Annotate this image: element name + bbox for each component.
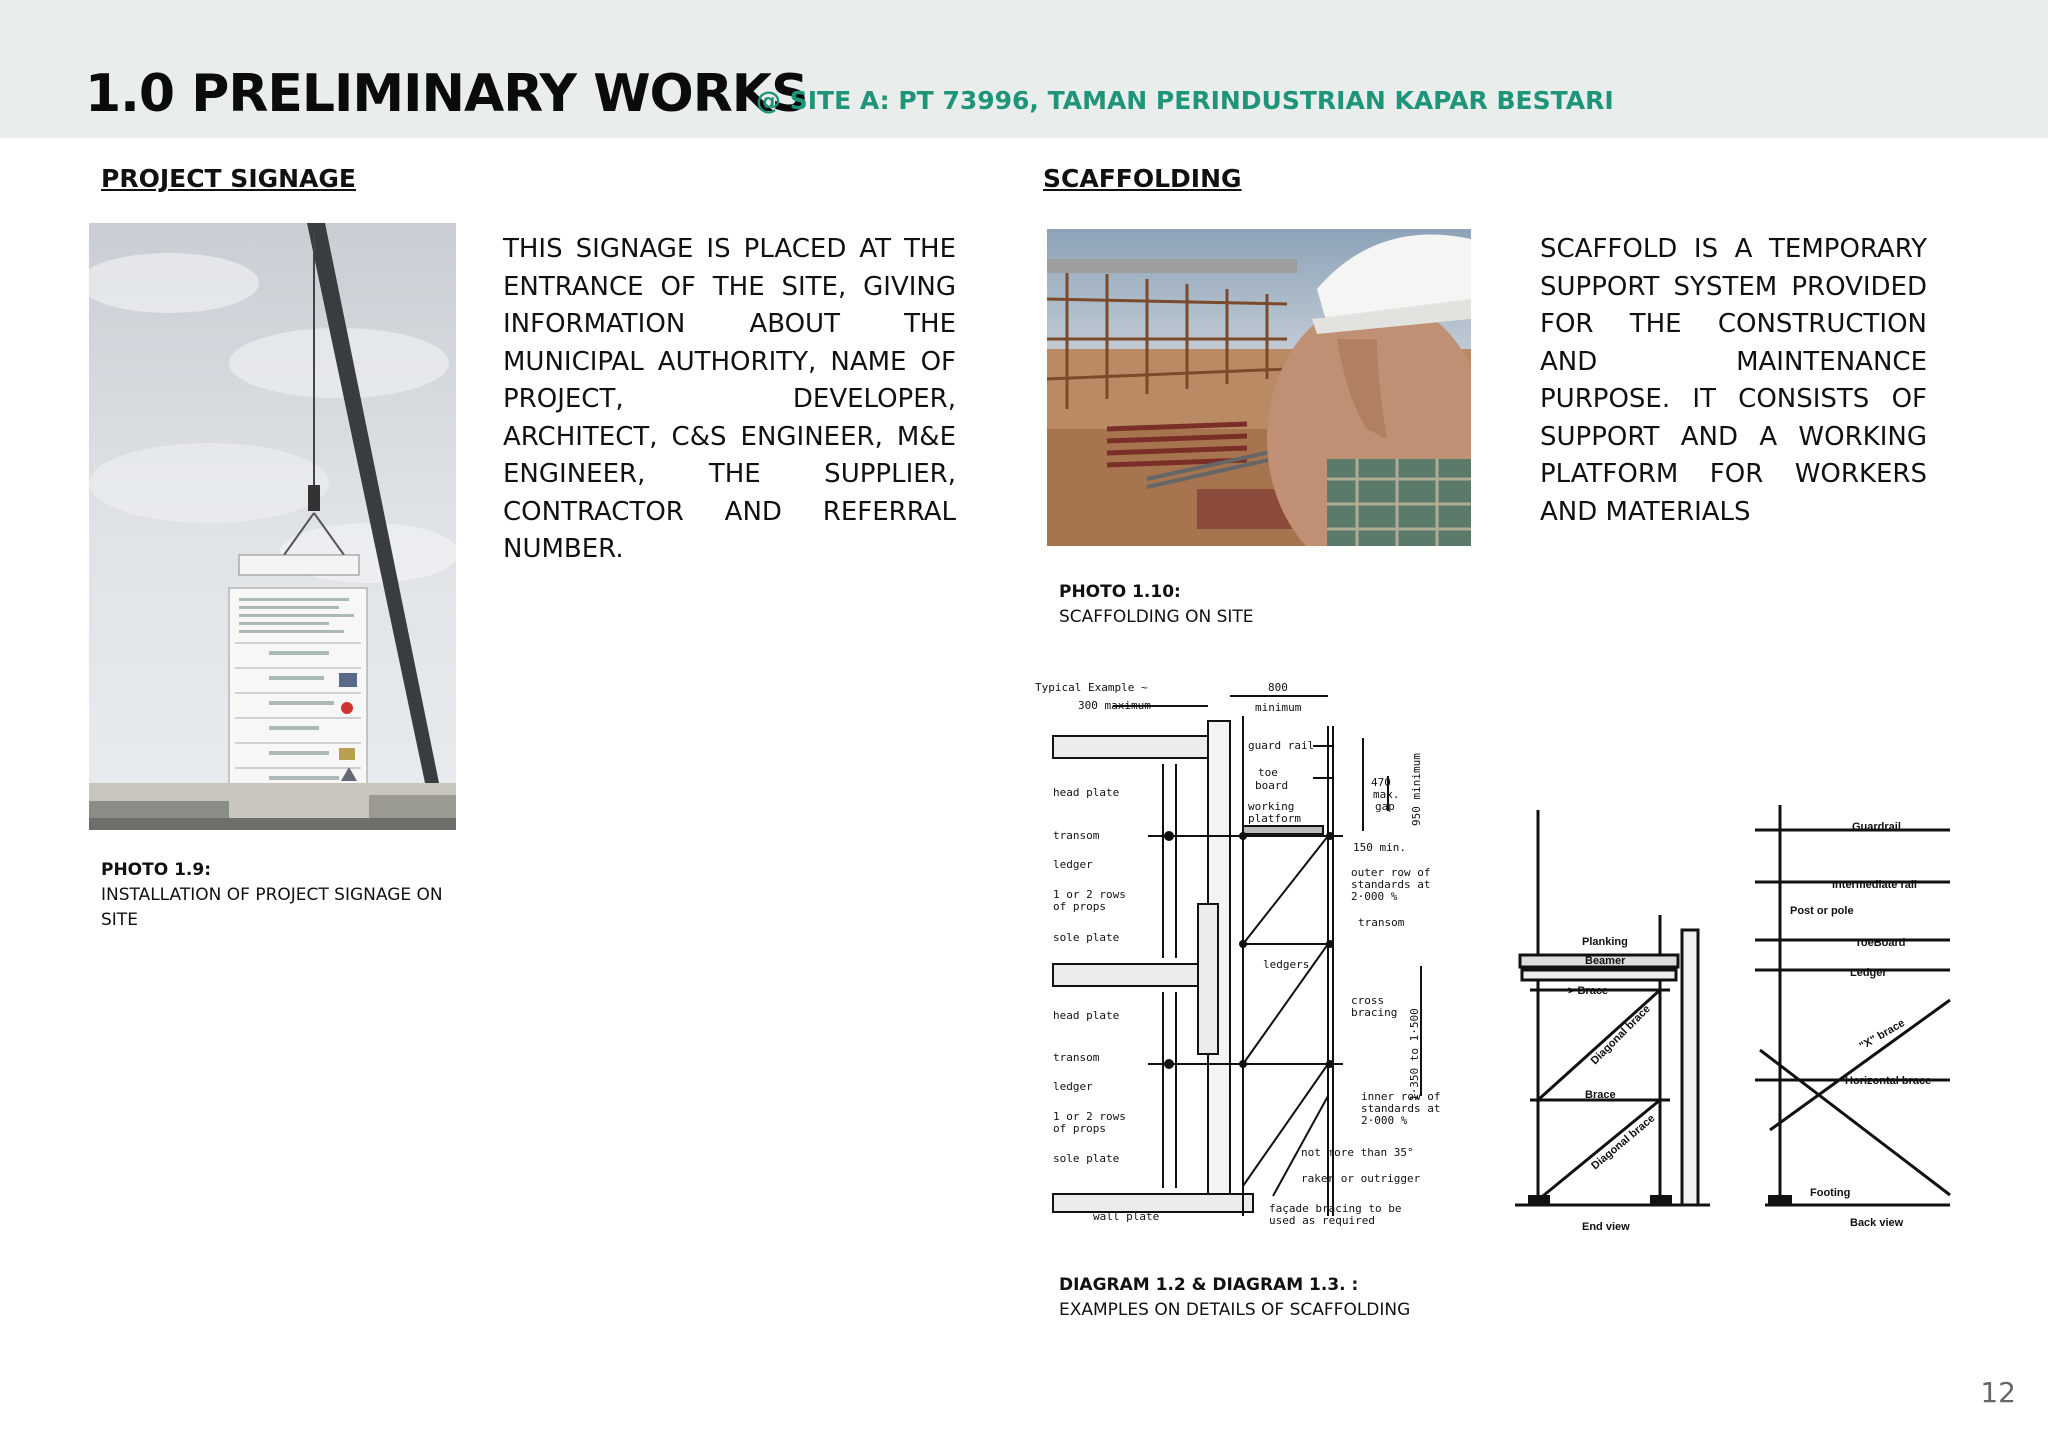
- label-brace: > Brace: [1568, 985, 1609, 997]
- label-head-plate: head plate: [1053, 786, 1120, 799]
- scaffolding-section-diagram: [1033, 676, 1453, 1236]
- signage-heading: PROJECT SIGNAGE: [101, 164, 357, 193]
- label-wall-plate: wall plate: [1093, 1210, 1160, 1223]
- scaffolding-description: SCAFFOLD IS A TEMPORARY SUPPORT SYSTEM PROVIDED FOR THE CONSTRUCTION AND MAINTENANCE PURPOSE. IT CONSISTS OF SUPPORT AND A WORKING PLATFORM FOR WORKERS AND MATERIALS: [1540, 234, 1927, 527]
- label-end-view: End view: [1582, 1221, 1630, 1233]
- label-800: 800: [1268, 681, 1288, 694]
- label-outer-spacing: 2·000 %: [1351, 890, 1398, 903]
- page-number: 12: [1980, 1376, 2016, 1409]
- label-not-more: not more than 35°: [1301, 1146, 1414, 1159]
- label-post-or-pole: Post or pole: [1790, 905, 1854, 917]
- label-range: 1·350 to 1·500: [1408, 1008, 1421, 1101]
- label-toe: toe: [1258, 766, 1278, 779]
- label-guardrail: Guardrail: [1852, 821, 1901, 833]
- label-typical-example: Typical Example ~: [1035, 681, 1148, 694]
- label-head-plate-2: head plate: [1053, 1009, 1120, 1022]
- page-title: 1.0 PRELIMINARY WORKS: [85, 64, 808, 124]
- signage-description: THIS SIGNAGE IS PLACED AT THE ENTRANCE OF THE SITE, GIVING INFORMATION ABOUT THE MUNICIPAL AUTHORITY, NAME OF PROJECT, DEVELOPER, ARCHITECT, C&S ENGINEER, M&E ENGINEER, THE SUPPLIER, CONTRACTOR AND REFERRAL NUMBER.: [503, 234, 956, 564]
- scaffolding-views-diagram: [1510, 800, 1955, 1240]
- caption-title: DIAGRAM 1.2 & DIAGRAM 1.3. :: [1059, 1275, 1359, 1295]
- label-facade-2: used as required: [1269, 1214, 1375, 1227]
- label-sole-plate-2: sole plate: [1053, 1152, 1120, 1165]
- label-props: 1 or 2 rows: [1053, 888, 1126, 901]
- label-inner-spacing: 2·000 %: [1361, 1114, 1408, 1127]
- label-bracing: bracing: [1351, 1006, 1398, 1019]
- label-ledger-2: ledger: [1053, 1080, 1093, 1093]
- caption-description: SCAFFOLDING ON SITE: [1059, 607, 1254, 627]
- label-transom: transom: [1053, 829, 1100, 842]
- page-subtitle: @ SITE A: PT 73996, TAMAN PERINDUSTRIAN KAPAR BESTARI: [756, 86, 1614, 115]
- caption-title: PHOTO 1.9:: [101, 860, 212, 880]
- label-brace-mid: Brace: [1585, 1089, 1616, 1101]
- label-ledger-right: Ledger: [1850, 967, 1887, 979]
- label-guard-rail: guard rail: [1248, 739, 1315, 752]
- label-transom-right: transom: [1358, 916, 1405, 929]
- caption-description: INSTALLATION OF PROJECT SIGNAGE ON SITE: [101, 885, 443, 930]
- label-planking: Planking: [1582, 936, 1628, 948]
- label-board: board: [1255, 779, 1289, 792]
- label-gap: gap: [1375, 800, 1395, 813]
- label-cross: cross: [1351, 994, 1385, 1007]
- label-470: 470: [1371, 776, 1391, 789]
- label-outer-row: outer row of: [1351, 866, 1431, 879]
- label-inner-standards: standards at: [1361, 1102, 1441, 1115]
- label-max: max.: [1373, 788, 1400, 801]
- scaffolding-heading: SCAFFOLDING: [1043, 164, 1242, 193]
- label-facade: façade bracing to be: [1269, 1202, 1402, 1215]
- label-intermediate-rail: Intermediate rail: [1832, 879, 1917, 891]
- label-outer-standards: standards at: [1351, 878, 1431, 891]
- label-footing: Footing: [1810, 1187, 1851, 1199]
- label-inner-row: inner row of: [1361, 1090, 1441, 1103]
- label-platform: platform: [1248, 812, 1301, 825]
- signage-photo: [89, 223, 456, 830]
- label-ledger: ledger: [1053, 858, 1093, 871]
- label-diagonal-brace: Diagonal brace: [1588, 1002, 1653, 1068]
- caption-description: EXAMPLES ON DETAILS OF SCAFFOLDING: [1059, 1300, 1411, 1320]
- label-raker: raker or outrigger: [1301, 1172, 1421, 1185]
- caption-title: PHOTO 1.10:: [1059, 582, 1181, 602]
- label-of-props: of props: [1053, 900, 1106, 913]
- label-horizontal-brace: Horizontal brace: [1845, 1075, 1932, 1087]
- label-sole-plate: sole plate: [1053, 931, 1120, 944]
- scaffolding-photo-caption: [1059, 580, 1459, 630]
- label-800-min: minimum: [1255, 701, 1302, 714]
- label-x-brace: "X" brace: [1857, 1017, 1907, 1053]
- label-beamer: Beamer: [1585, 955, 1626, 967]
- label-back-view: Back view: [1850, 1217, 1904, 1229]
- label-300-max: 300 maximum: [1078, 699, 1151, 712]
- label-150-min: 150 min.: [1353, 841, 1406, 854]
- label-working: working: [1248, 800, 1295, 813]
- label-ledgers: ledgers: [1263, 958, 1310, 971]
- label-of-props-2: of props: [1053, 1122, 1106, 1135]
- label-950-min: 950 minimum: [1410, 753, 1423, 826]
- signage-photo-caption: [101, 858, 461, 933]
- label-props-2: 1 or 2 rows: [1053, 1110, 1126, 1123]
- scaffolding-photo: [1047, 229, 1471, 546]
- label-diagonal-brace-2: Diagonal brace: [1589, 1112, 1658, 1173]
- label-transom-2: transom: [1053, 1051, 1100, 1064]
- diagram-caption: [1059, 1273, 1509, 1323]
- label-toeboard: ToeBoard: [1855, 937, 1906, 949]
